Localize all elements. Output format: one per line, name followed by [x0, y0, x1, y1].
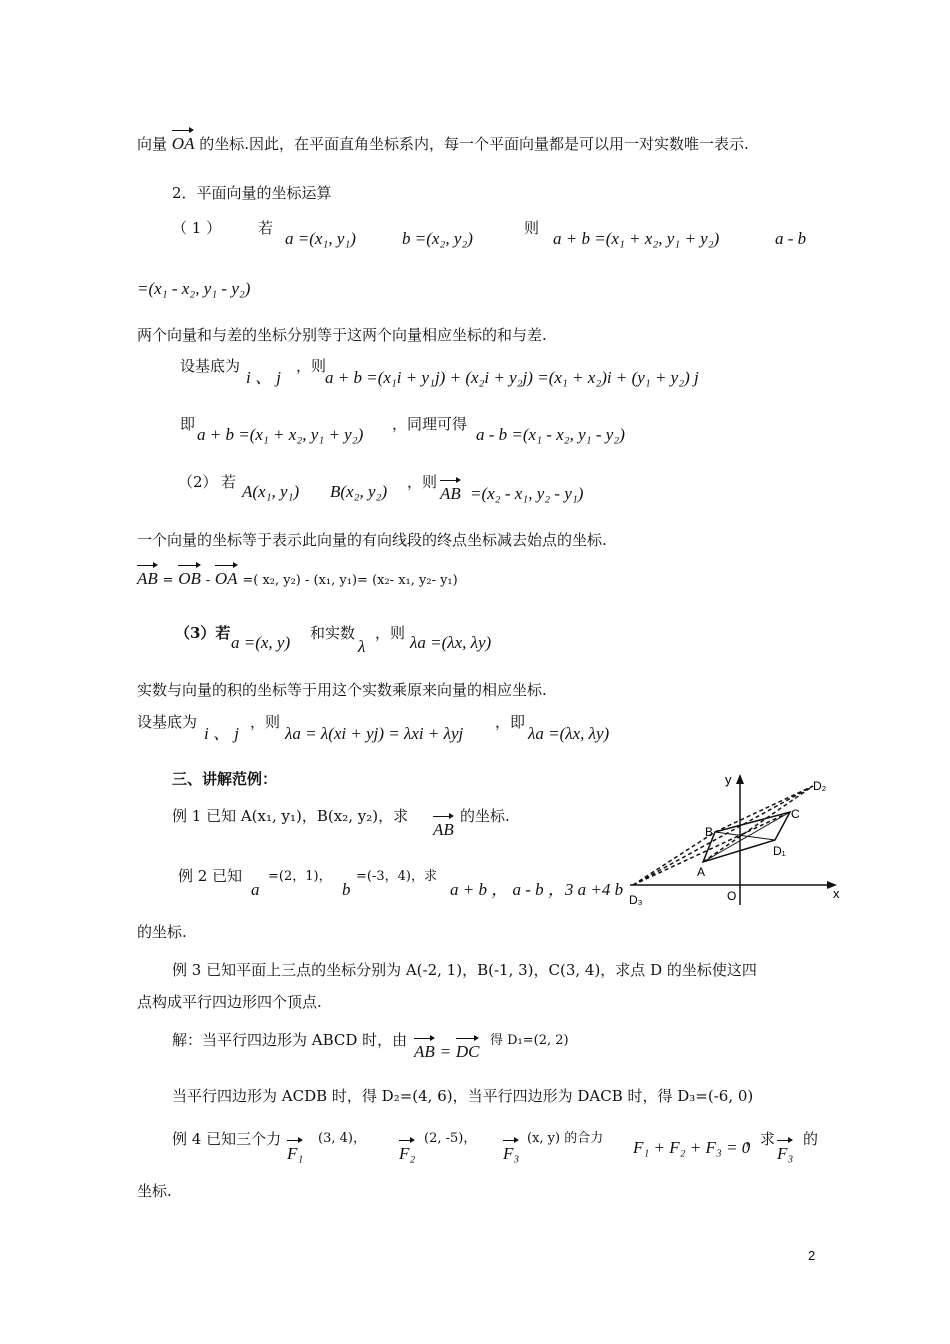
text: (2, -5)，: [424, 1131, 477, 1146]
text: 设基底为: [137, 713, 198, 731]
vector-AB: AB: [433, 814, 454, 840]
formula: a =(x, y): [231, 633, 291, 652]
item-number: （2）: [178, 473, 218, 491]
text: =(-3，4)，求: [356, 869, 437, 884]
formula: [414, 1036, 479, 1062]
text: =( x₂, y₂) - (x₁, y₁)= (x₂- x₁, y₂- y₁): [242, 573, 458, 588]
text: ，则: [296, 357, 327, 375]
vector-OB: OB: [178, 563, 201, 589]
text: ，求: [745, 1130, 776, 1148]
text-line: [137, 128, 749, 154]
vector-F3: F₃: [777, 1138, 793, 1164]
text: 的坐标.因此，在平面直角坐标系内，每一个平面向量都是可以用一对实数唯一表示.: [199, 135, 749, 153]
text: ，则: [250, 713, 281, 731]
vector-OA: OA: [215, 563, 238, 589]
parallelogram-diagram: [625, 770, 845, 910]
text: 则: [524, 219, 540, 237]
formula: a + b ， a - b ，3 a +4 b: [450, 880, 624, 899]
vector-AB: AB: [440, 478, 461, 504]
solution-text: 当平行四边形为 ACDB 时，得 D₂=(4, 6)，当平行四边形为 DACB 时，得 D₃=(-6, 0): [172, 1087, 754, 1105]
label-y: y: [725, 772, 732, 787]
section-heading: 三、讲解范例：: [172, 770, 278, 788]
text: 的坐标.: [137, 923, 187, 941]
vector-F2: F₂: [399, 1138, 415, 1164]
formula: b =(x₂, y₂): [402, 229, 473, 248]
text: 和实数: [310, 624, 356, 642]
formula: F₁ + F₂ + F₃ = 0: [633, 1138, 751, 1157]
label-A: A: [697, 865, 706, 879]
formula: i 、 j: [246, 368, 281, 387]
label-D1: D₁: [773, 844, 786, 858]
section-heading: 2．平面向量的坐标运算: [172, 184, 332, 202]
formula: λa =(λx, λy): [528, 724, 610, 743]
text: 的: [803, 1130, 819, 1148]
formula: A(x₁, y₁): [242, 482, 300, 501]
text: 的坐标.: [460, 807, 510, 825]
text: =: [162, 573, 174, 588]
vector-F1: F₁: [287, 1138, 303, 1164]
solution-text: 解：当平行四边形为 ABCD 时，由: [172, 1031, 408, 1049]
text: 若: [258, 219, 274, 237]
line-A-D2: [703, 786, 813, 862]
vector-AB: AB: [137, 563, 158, 589]
formula: i 、 j: [204, 724, 239, 743]
text: ，则: [375, 624, 406, 642]
y-axis-arrow: [736, 774, 744, 784]
text-line: 两个向量和与差的坐标分别等于这两个向量相应坐标的和与差.: [137, 326, 547, 344]
formula: λ: [358, 637, 366, 656]
text-line: 一个向量的坐标等于表示此向量的有向线段的终点坐标减去始点的坐标.: [137, 531, 607, 549]
text: 点构成平行四边形四个顶点.: [137, 993, 322, 1011]
example-text: 例 3 已知平面上三点的坐标分别为 A(-2, 1)，B(-1, 3)，C(3, 4)，求点 D 的坐标使这四: [172, 961, 757, 979]
text-line: 实数与向量的积的坐标等于用这个实数乘原来向量的相应坐标.: [137, 681, 547, 699]
vector-AB: AB: [414, 1036, 435, 1062]
example-text: 例 4 已知三个力: [172, 1130, 282, 1148]
formula: a + b =(x₁i + y₁j) + (x₂i + y₂j) =(x₁ + x₂)i + (y₁ + y₂) j: [325, 368, 699, 387]
text: 即: [180, 415, 196, 433]
page-number: 2: [808, 1248, 816, 1263]
formula: a + b =(x₁ + x₂, y₁ + y₂): [553, 229, 720, 248]
label-x: x: [833, 886, 840, 901]
label-D3: D₃: [629, 893, 643, 907]
text: =(2，1)，: [268, 869, 332, 884]
text: ，即: [495, 713, 526, 731]
example-text: 例 2 已知: [178, 867, 243, 885]
item-number: （ 1 ）: [172, 219, 222, 237]
text: -: [205, 573, 211, 588]
formula: λa =(λx, λy): [410, 633, 492, 652]
text: 设基底为: [180, 357, 241, 375]
formula: a - b =(x₁ - x₂, y₁ - y₂): [476, 425, 625, 444]
text: ，同理可得: [392, 415, 468, 433]
label-O: O: [727, 889, 737, 903]
item-number: （3）若: [175, 624, 231, 642]
text: ，则: [407, 473, 438, 491]
formula: B(x₂, y₂): [330, 482, 388, 501]
vector-F3: F₃: [503, 1138, 519, 1164]
formula: =(x₁ - x₂, y₁ - y₂): [137, 279, 251, 298]
label-B: B: [705, 825, 714, 839]
text-line: [137, 563, 458, 591]
formula: a =(x₁, y₁): [285, 229, 356, 248]
text-line: [172, 218, 221, 238]
label-C: C: [791, 807, 800, 821]
formula: b: [342, 880, 351, 899]
formula: λa = λ(xi + yj) = λxi + λyj: [285, 724, 464, 743]
line-D3-D2: [633, 786, 813, 885]
formula: a: [251, 880, 260, 899]
text: (3, 4)，: [318, 1131, 366, 1146]
label-D2: D₂: [813, 779, 827, 793]
vector-DC: DC: [456, 1036, 480, 1062]
example-text: 例 1 已知 A(x₁, y₁)，B(x₂, y₂)，求: [172, 807, 409, 825]
text: 得 D₁=(2, 2): [490, 1033, 569, 1048]
text: 向量: [137, 135, 168, 153]
formula: a - b: [775, 229, 807, 248]
formula: =(x₂ - x₁, y₂ - y₁): [470, 484, 584, 503]
vector-OA: OA: [172, 128, 195, 154]
line-D3-C: [633, 812, 790, 885]
formula: a + b =(x₁ + x₂, y₁ + y₂): [197, 425, 364, 444]
text: 若: [221, 473, 237, 491]
text: =: [439, 1042, 452, 1061]
text: (x, y) 的合力: [527, 1131, 604, 1146]
text: 坐标.: [137, 1182, 172, 1200]
